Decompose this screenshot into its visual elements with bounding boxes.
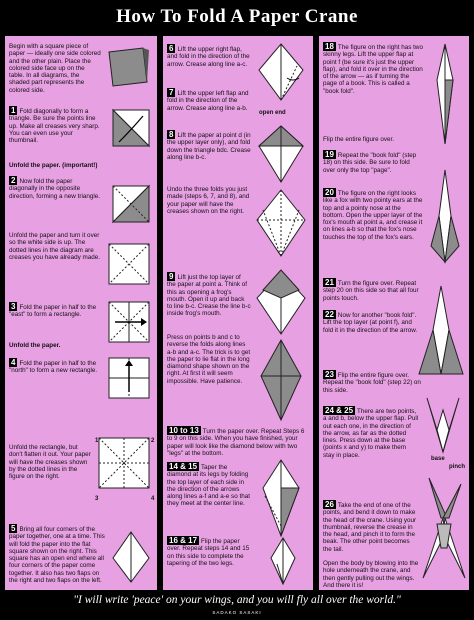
corner-label-2: 2 <box>151 438 155 444</box>
undone-folds-figure <box>253 186 309 262</box>
step-24-number: 24 & 25 <box>325 406 354 415</box>
step-26-open: Open the body by blowing into the hole underneath the crane, and then gently pulling out the wings. And there it is! <box>323 560 419 589</box>
quote-author: SADAKO SASAKI <box>212 610 262 615</box>
column-3 <box>319 36 469 590</box>
step-18-flip: Flip the entire figure over. <box>323 136 395 143</box>
step-18-figure <box>423 40 467 148</box>
step-4-number: 4 <box>11 358 16 367</box>
corner-label-3: 3 <box>95 496 99 502</box>
step-6 <box>167 44 251 68</box>
step-9-press: Press on points b and c to reverse the folds along lines a-b and a-c. The trick is to get the paper to lie flat in the long diamond shape shown on the right. At first it will seem impossible. Have patience. <box>167 334 251 385</box>
step-2-figure <box>109 182 153 226</box>
step-23-text: Flip the entire figure over. Repeat the "book fold" (step 22) on this side. <box>323 372 421 394</box>
step-4 <box>9 358 101 375</box>
step-1-text: Fold diagonally to form a triangle. Be sure the points line up. Make all creases very sharp. You can even use your thumbnail. <box>9 108 100 145</box>
open-end-label: open end <box>259 110 286 116</box>
step-4-figure <box>105 354 153 402</box>
step-19-text: Repeat the "book fold" (step 18) on this side. Be sure to fold over only the top "page". <box>323 152 417 174</box>
step-26-number: 26 <box>325 500 334 509</box>
step-18-number: 18 <box>325 42 334 51</box>
step-14-figure <box>253 456 309 540</box>
step-4-text: Fold the paper in half to the "north" to form a new rectangle. <box>9 360 98 375</box>
step-23-number: 23 <box>325 370 334 379</box>
step-2-number: 2 <box>11 176 16 185</box>
step-20-text: The figure on the right looks like a fox with two pointy ears at the top and a pointy nose at the bottom. Open the upper layer of the fox's mouth at point a, and crease it on lines a-b so that the fox's nose touches the top of the fox's ears. <box>323 190 423 241</box>
column-2 <box>163 36 313 590</box>
finished-crane-figure <box>419 474 469 586</box>
step-22 <box>323 310 423 334</box>
step-20 <box>323 188 423 241</box>
step-3-text: Fold the paper in half to the "east" to form a rectangle. <box>9 304 97 319</box>
unfolded-square-figure <box>105 240 153 288</box>
step-21-number: 21 <box>325 278 334 287</box>
step-20-figure <box>423 166 467 266</box>
step-24-text: There are two points, a and b, below the upper flap. Pull out each one, in the direction of the arrow, as far as the dotted lines. Press down at the base (points x and y) to make them stay in place. <box>323 408 419 459</box>
step-16-figure <box>259 534 307 588</box>
step-1 <box>9 106 101 144</box>
page-title: How To Fold A Paper Crane <box>116 6 358 27</box>
step-1-unfold: Unfold the paper. (important!) <box>9 162 98 169</box>
step-2-unfold: Unfold the paper and turn it over so the white side is up. The dotted lines in the diagram are creases you have already made. <box>9 232 101 261</box>
step-3-figure <box>105 298 153 346</box>
step-8-number: 8 <box>169 130 174 139</box>
step-26 <box>323 500 419 553</box>
step-3-unfold: Unfold the paper. <box>9 342 61 349</box>
step-18 <box>323 42 423 95</box>
step-8-figure <box>253 122 309 188</box>
step-14-text: Taper the diamond at its legs by folding the top layer of each side in the direction of the arrows along lines a-f and a-e so that they meet at the center line. <box>167 464 250 508</box>
step-3-number: 3 <box>11 302 16 311</box>
step-24-figure <box>419 396 467 456</box>
column-1 <box>5 36 157 590</box>
step-7-number: 7 <box>169 88 174 97</box>
step-9-figure <box>253 268 309 338</box>
step-14-15 <box>167 462 251 508</box>
step-19-number: 19 <box>325 150 334 159</box>
step-22-number: 22 <box>325 310 334 319</box>
step-1-number: 1 <box>11 106 16 115</box>
step-6-text: Lift the upper right flap, and fold in the direction of the arrow. Crease along line a-c. <box>167 46 250 68</box>
step-10-13 <box>167 426 309 457</box>
step-7-text: Lift the upper left flap and fold in the direction of the arrow. Crease along line a-b. <box>167 90 249 112</box>
creased-square-figure <box>91 430 155 510</box>
intro-text: Begin with a square piece of paper — ideally one side colored and the other plain. Place the colored side face up on the table. In all diagrams, the shaded part represents the colored side. <box>9 43 101 94</box>
step-1-figure <box>109 106 153 150</box>
step-5 <box>9 524 109 584</box>
step-16-17 <box>167 536 251 567</box>
step-3 <box>9 302 101 319</box>
step-9 <box>167 272 251 318</box>
step-6-number: 6 <box>169 44 174 53</box>
step-20-number: 20 <box>325 188 334 197</box>
corner-label-4: 4 <box>151 496 155 502</box>
step-22-text: Now for another "book fold". Lift the top layer (at point f), and fold it in the direction of the arrow. <box>323 312 418 334</box>
step-6-figure <box>253 40 309 110</box>
step-22-figure <box>415 280 467 380</box>
corner-label-1: 1 <box>95 438 99 444</box>
step-7 <box>167 88 251 112</box>
step-9-number: 9 <box>169 272 174 281</box>
step-4-unfold: Unfold the rectangle, but don't flatten it out. Your paper will have the creases shown by the dotted lines in the figure on the right. <box>9 444 91 481</box>
base-label: base <box>431 456 445 462</box>
step-10-number: 10 to 13 <box>169 426 199 435</box>
pinch-label: pinch <box>449 464 465 470</box>
step-8-undo: Undo the three folds you just made (steps 6, 7, and 8), and your paper will have the creases shown on the right. <box>167 186 250 215</box>
step-8 <box>167 130 251 161</box>
step-9-text: Lift just the top layer of the paper at point a. Think of this as opening a frog's mouth. Open it up and back to line b-c. Crease the line b-c inside frog's mouth. <box>167 274 251 318</box>
step-26-text: Take the end of one of the points, and bend it down to make the head of the crane. Using your thumbnail, reverse the crease in the head, and pinch it to form the beak. The other point becomes the tail. <box>323 502 417 553</box>
step-23 <box>323 370 423 394</box>
step-5-figure <box>109 528 153 586</box>
step-21-text: Turn the figure over. Repeat step 20 on this side so that all four points touch. <box>323 280 419 302</box>
long-diamond-figure <box>253 336 309 424</box>
step-8-text: Lift the paper at point d (in the upper layer only), and fold down the triangle bdc. Crease along line b-c. <box>167 132 251 161</box>
step-16-text: Flip the paper over. Repeat steps 14 and 15 on this side to complete the tapering of the two legs. <box>167 538 250 567</box>
step-2-text: Now fold the paper diagonally in the opposite direction, forming a new triangle. <box>9 178 101 200</box>
sadako-quote: "I will write 'peace' on your wings, and you will fly all over the world." <box>73 594 401 606</box>
step-5-number: 5 <box>11 524 16 533</box>
step-10-text: Turn the paper over. Repeat Steps 6 to 9 on this side. When you have finished, your paper will look like the diamond below with two "legs" at the bottom. <box>167 428 305 457</box>
step-5-text: Bring all four corners of the paper together, one at a time. This will fold the paper into the flat square shown on the right. This square has an open end where all four corners of the paper come together. It also has two flaps on the right and two flaps on the left. <box>9 526 105 585</box>
step-18-text: The figure on the right has two skinny legs. Lift the upper flap at point f (be sure it's just the upper flap), and fold it over in the direction of the arrow — as if turning the page of a book. This is called a "book fold". <box>323 44 423 95</box>
step-24-25 <box>323 406 419 459</box>
step-21 <box>323 278 423 302</box>
step-19 <box>323 150 423 174</box>
step-16-number: 16 & 17 <box>169 536 198 545</box>
step-14-number: 14 & 15 <box>169 462 198 471</box>
step-2 <box>9 176 101 200</box>
square-paper-figure <box>105 44 153 88</box>
